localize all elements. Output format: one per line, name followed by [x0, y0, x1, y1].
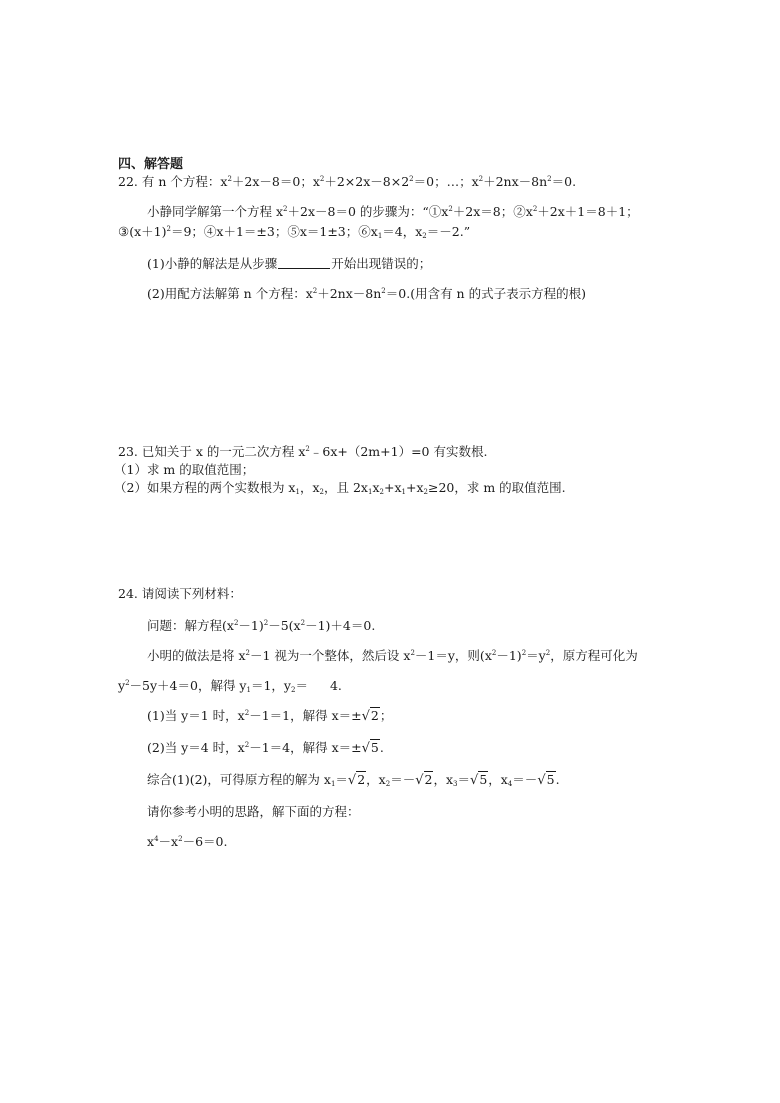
subscript: 2 [385, 780, 391, 788]
text-segment: －1) [496, 648, 522, 663]
subscript: 1 [377, 232, 383, 240]
text-segment: 已知关于 x 的一元二次方程 x [141, 444, 306, 459]
radicand: 2 [424, 772, 433, 787]
text-segment: ＝ [457, 772, 471, 787]
radical-sign-icon: √ [361, 741, 370, 756]
section-title: 四、解答题 [118, 157, 184, 172]
subscript: 1 [367, 488, 373, 496]
question-23-part-1: （1）求 m 的取值范围； [114, 462, 255, 477]
superscript: 4 [154, 835, 159, 843]
text-segment: ＋2x＝8；②x [452, 204, 533, 219]
text-segment: (2)用配方法解第 n 个方程：x [147, 286, 313, 301]
superscript: 2 [448, 205, 453, 213]
text-segment: －1＝y，则(x [414, 648, 492, 663]
text-segment: x [372, 480, 380, 495]
question-22-stem [118, 174, 576, 190]
text-segment: －1)＋4＝0. [305, 618, 376, 633]
part-1-text-before: (1)小静的解法是从步骤 [147, 256, 278, 271]
text-segment: 问题：解方程(x [147, 618, 234, 633]
radicand: 5 [370, 740, 379, 755]
radicand: 2 [370, 708, 379, 723]
superscript: 2 [305, 445, 310, 453]
superscript: 2 [283, 205, 288, 213]
superscript: 2 [244, 741, 250, 749]
text-segment: ＋2x－8＝0；x [231, 174, 320, 189]
question-24-intro-text: 请阅读下列材料： [141, 586, 242, 601]
text-segment: －1＝1，解得 x＝± [249, 708, 362, 723]
text-segment: 小静同学解第一个方程 x [147, 204, 284, 219]
superscript: 2 [178, 835, 183, 843]
square-root [362, 708, 380, 725]
subscript: 2 [422, 232, 427, 240]
square-root [415, 772, 433, 789]
question-24-task: 请你参考小明的思路，解下面的方程： [147, 804, 360, 819]
text-segment: －5y＋4＝0，解得 y [129, 678, 247, 693]
text-segment: ＋2×2x－8×2 [324, 174, 410, 189]
question-22-solution-line-1 [147, 204, 639, 220]
question-22-solution-line-2 [118, 224, 470, 240]
text-segment: ＝ [335, 772, 348, 787]
question-24-problem [147, 618, 375, 634]
radical-sign-icon: √ [470, 773, 479, 788]
text-segment: +x [383, 480, 402, 495]
subscript: 2 [290, 686, 296, 694]
text-segment: (1)当 y＝1 时，x [147, 708, 245, 723]
text-segment: ③(x＋1) [118, 224, 167, 239]
subscript: 4 [507, 780, 513, 788]
subscript: 2 [379, 488, 384, 496]
text-segment: ＝0；…；x [413, 174, 479, 189]
radical-sign-icon: √ [361, 709, 370, 724]
text-segment: ＋2x＋1＝8＋1； [537, 204, 639, 219]
superscript: 2 [263, 619, 269, 627]
question-24-summary [147, 772, 560, 789]
text-segment: +x [405, 480, 424, 495]
text-segment: ＝1，y [250, 678, 291, 693]
radical-sign-icon: √ [537, 773, 546, 788]
question-22-text [142, 174, 576, 189]
text-segment: ＝y [526, 648, 546, 663]
subscript: 1 [401, 488, 406, 496]
text-segment: 综合(1)(2)，可得原方程的解为 x [147, 772, 331, 787]
subscript: 2 [319, 488, 324, 496]
superscript: 2 [532, 205, 538, 213]
text-segment: ＝9；④x＋1＝±3；⑤x＝1±3；⑥x [170, 224, 378, 239]
question-23-text [142, 444, 488, 459]
superscript: 2 [245, 649, 250, 657]
text-segment: ，x [299, 480, 320, 495]
text-segment: ＋2nx－8n [317, 286, 382, 301]
question-24-idea-line-1 [147, 648, 638, 664]
square-root [470, 772, 488, 789]
superscript: 2 [409, 175, 414, 183]
subscript: 2 [423, 488, 428, 496]
question-24-case-1 [147, 708, 392, 725]
text-segment: ＋2x－8＝0 的步骤为：“①x [287, 204, 449, 219]
radicand: 5 [479, 772, 488, 787]
question-24-idea-line-2 [118, 678, 342, 694]
text-segment: ＋2nx－8n [483, 174, 548, 189]
question-23-part-2 [114, 480, 566, 496]
subscript: 1 [295, 488, 300, 496]
text-segment: －6＝0. [182, 834, 228, 849]
superscript: 2 [410, 649, 415, 657]
text-segment: . [379, 740, 384, 755]
text-segment: ＝0.(用含有 n 的式子表示方程的根) [385, 286, 586, 301]
text-segment: －1) [238, 618, 264, 633]
text-segment: －x [158, 834, 179, 849]
text-segment: ＝4，x [382, 224, 423, 239]
square-root [348, 772, 366, 789]
superscript: 2 [319, 175, 325, 183]
superscript: 2 [244, 709, 250, 717]
question-22-number: 22. [118, 174, 138, 189]
text-segment: ＝－ [390, 772, 416, 787]
text-segment: . [555, 772, 560, 787]
text-segment: ，且 2x [323, 480, 368, 495]
text-segment: ＝－ [512, 772, 538, 787]
question-24-equation [147, 834, 227, 850]
superscript: 2 [312, 287, 318, 295]
answer-blank[interactable] [278, 257, 330, 269]
question-22-part-2 [147, 286, 586, 302]
radical-sign-icon: √ [347, 773, 357, 788]
text-segment: ≥20，求 m 的取值范围. [427, 480, 566, 495]
text-segment: ＝ [295, 678, 308, 693]
question-24-case-2 [147, 740, 384, 757]
text-segment: ＝0. [551, 174, 577, 189]
radical-sign-icon: √ [415, 773, 424, 788]
superscript: 2 [545, 649, 551, 657]
text-segment: ，x [488, 772, 508, 787]
superscript: 2 [166, 225, 171, 233]
text-segment: ，原方程可化为 [550, 648, 638, 663]
question-23-stem [118, 444, 487, 460]
superscript: 2 [478, 175, 484, 183]
radicand: 2 [357, 772, 366, 787]
question-22-part-1 [147, 256, 431, 272]
text-segment: 有 n 个方程：x [141, 174, 228, 189]
radicand: 5 [546, 772, 555, 787]
text-segment: y [118, 678, 126, 693]
text-segment: ＝－2.” [426, 224, 471, 239]
subscript: 1 [246, 686, 251, 694]
superscript: 2 [547, 175, 552, 183]
text-segment: ； [379, 708, 393, 723]
question-24-number: 24. [118, 586, 138, 601]
text-segment: －1 视为一个整体，然后设 x [250, 648, 411, 663]
text-segment: 4. [329, 678, 342, 693]
text-segment: （2）如果方程的两个实数根为 x [114, 480, 296, 495]
text-segment: －5(x [268, 618, 301, 633]
superscript: 2 [300, 619, 306, 627]
square-root [537, 772, 555, 789]
text-segment: ，x [433, 772, 454, 787]
square-root [362, 740, 380, 757]
text-segment: －1＝4，解得 x＝± [249, 740, 362, 755]
question-23-number: 23. [118, 444, 138, 459]
subscript: 3 [453, 780, 458, 788]
part-1-text-after: 开始出现错误的； [331, 256, 432, 271]
question-24-intro [118, 586, 242, 602]
text-segment: x [147, 834, 155, 849]
subscript: 1 [330, 780, 336, 788]
superscript: 2 [227, 175, 232, 183]
text-segment: (2)当 y＝4 时，x [147, 740, 245, 755]
text-segment: 小明的做法是将 x [147, 648, 246, 663]
superscript: 2 [521, 649, 527, 657]
text-segment: ，x [366, 772, 386, 787]
text-segment: ﹣6x+（2m+1）=0 有实数根. [309, 444, 488, 459]
superscript: 2 [381, 287, 386, 295]
superscript: 2 [491, 649, 497, 657]
superscript: 2 [233, 619, 239, 627]
superscript: 2 [125, 679, 130, 687]
